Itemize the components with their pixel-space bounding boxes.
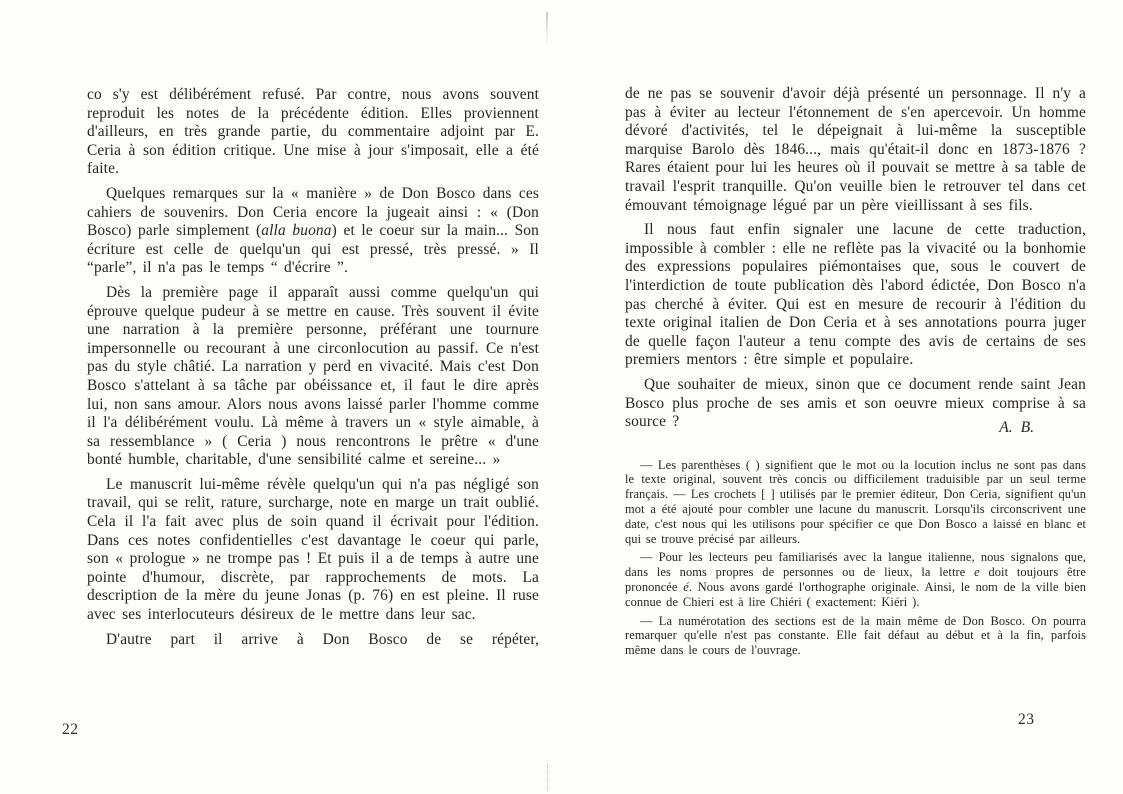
paragraph	[625, 221, 1086, 370]
left-page-column	[87, 86, 539, 649]
footnote	[625, 458, 1086, 547]
text-segment: ) et le coeur sur la main... Son écriture est celle de quelqu'un qui est pressé, très pressé. » Il “parle”, il n'a pas le temps “ d'écrire ”.	[87, 222, 539, 277]
paragraph	[87, 284, 539, 470]
paragraph	[87, 86, 539, 179]
text-segment: Quelques remarques sur la « manière » de Don Bosco dans ces cahiers de souvenirs. Don Ceria encore la jugeait ainsi : « (Don Bosco) parle simplement (	[87, 184, 539, 240]
paragraph	[87, 631, 539, 650]
paragraph	[87, 185, 539, 278]
text-segment: — Les parenthèses ( ) signifient que le mot ou la locution inclus ne sont pas dans le texte original, souvent très concis ou difficilement traduisible par un seul terme français. — Les crochets [ ] utilisés par le premier éditeur, Don Ceria, signifient qu'un mot a été ajouté pour combler une lacune du manuscrit. Lorsqu'ils circonscrivent une date, c'est nous qui les utilisons pour spécifier ce que Don Bosco a laissé en blanc et qui se trouve précisé par ailleurs.	[625, 457, 1086, 546]
right-page-body	[625, 85, 1086, 432]
footnotes	[625, 458, 1086, 658]
italic-text: alla buona	[261, 222, 332, 240]
paragraph	[625, 85, 1086, 215]
text-segment: Le manuscrit lui-même révèle quelqu'un qui n'a pas négligé son travail, qui se relit, rature, surcharge, note en marge un trait oublié. Cela il l'a fait avec plus de soin quand il écrivait pour l'édition. Dans ces notes confidentielles c'est davantage le coeur qui parle, son « prologue » ne trompe pas ! Et puis il a de temps à autre une pointe d'humour, discrète, par rapprochements de mots. La description de la mère du jeune Jonas (p. 76) en est pleine. Il ruse avec ses interlocuteurs désireux de le mettre dans leur sac.	[87, 475, 539, 624]
right-page-column	[625, 85, 1086, 658]
left-page-body	[87, 86, 539, 649]
footnote	[625, 550, 1086, 609]
author-initials: A. B.	[999, 418, 1034, 436]
text-segment: de ne pas se souvenir d'avoir déjà présenté un personnage. Il n'y a pas à éviter au lecteur l'étonnement de s'en apercevoir. Un homme dévoré d'activités, tel le dépeignait à lui-même la susceptible marquise Barolo dès 1846..., mais qu'était-il donc en 1873-1876 ? Rares étaient pour lui les heures où il pouvait se mettre à sa table de travail l'esprit tranquille. Qu'on veuille bien le retrouver tel dans cet émouvant témoignage légué par un père vieillissant à ses fils.	[625, 85, 1086, 214]
page-number-left: 22	[62, 721, 79, 738]
text-segment: co s'y est délibérément refusé. Par contre, nous avons souvent reproduit les notes de la précédente édition. Elles proviennent d'ailleurs, en très grande partie, du commentaire adjoint par E. Ceria à son édition critique. Une mise à jour s'imposait, elle a été faite.	[87, 86, 539, 178]
text-segment: D'autre part il arrive à Don Bosco de se répéter,	[106, 630, 539, 648]
page-number-right: 23	[1018, 711, 1035, 728]
italic-text: e	[974, 565, 980, 580]
fold-mark-top-icon	[546, 12, 548, 46]
italic-text: é	[683, 580, 689, 595]
text-segment: — La numérotation des sections est de la main même de Don Bosco. On pourra remarquer qu'elle n'est pas constante. Elle fait défaut au début et à la fin, parfois même dans le cours de l'ouvrage.	[625, 613, 1086, 658]
text-segment: doit toujours être prononcée	[625, 565, 1087, 595]
text-segment: . Nous avons gardé l'orthographe originale. Ainsi, le nom de la ville bien connue de Chieri est à lire Chiéri ( exactement: Kiéri ).	[625, 580, 1086, 609]
text-segment: Que souhaiter de mieux, sinon que ce document rende saint Jean Bosco plus proche de ses amis et son oeuvre mieux comprise à sa source ?	[625, 375, 1086, 431]
text-segment: — Pour les lecteurs peu familiarisés avec la langue italienne, nous signalons que, dans les noms propres de personnes ou de lieux, la lettre	[625, 550, 1086, 580]
text-segment: Dès la première page il apparaît aussi comme quelqu'un qui éprouve quelque pudeur à se mettre en cause. Très souvent il évite une narration à la première personne, préférant une tournure impersonnelle ou recourant à une circonlocution au passif. Ce n'est pas du style châtié. La narration y perd en vivacité. Mais c'est Don Bosco s'attelant à sa tâche par obéissance et, il faut le dire après lui, non sans amour. Alors nous avons laissé parler l'homme comme il l'a délibérément voulu. Là même à travers un « style aimable, à sa ressemblance » ( Ceria ) nous rencontrons le prêtre « d'une bonté humble, charitable, d'une sensibilité calme et sereine... »	[87, 283, 539, 469]
paragraph	[87, 476, 539, 625]
fold-mark-bottom-icon	[547, 764, 548, 792]
text-segment: Il nous faut enfin signaler une lacune de cette traduction, impossible à combler : elle ne reflète pas la vivacité ou la bonhomie des expressions populaires piémontaises que, sous le couvert de l'interdiction de toute publication dès l'abord édictée, Don Bosco n'a pas cherché à éviter. Qui est en mesure de recourir à l'édition du texte original italien de Don Ceria et à ses annotations pourra juger de quelle façon l'auteur a tenu compte des avis de certains de ses premiers mentors : être simple et populaire.	[625, 221, 1086, 369]
footnote	[625, 614, 1086, 658]
